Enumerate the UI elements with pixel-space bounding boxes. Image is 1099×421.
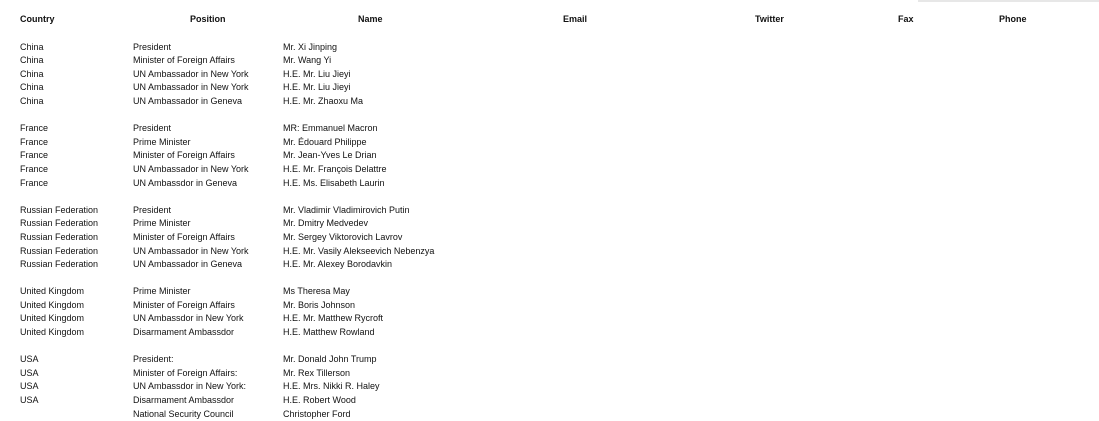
table-row	[0, 380, 1099, 394]
cell-name: Mr. Dmitry Medvedev	[283, 218, 369, 229]
header-fax: Fax	[898, 14, 914, 24]
cell-name: Mr. Sergey Viktorovich Lavrov	[283, 231, 403, 242]
cell-position: Disarmament Ambassdor	[133, 395, 235, 406]
table-row	[0, 95, 1099, 109]
table-row	[0, 136, 1099, 150]
cell-name: Mr. Vladimir Vladimirovich Putin	[283, 204, 410, 215]
cell-country: USA	[20, 354, 39, 365]
table-row	[0, 272, 1099, 286]
cell-position: Minister of Foreign Affairs	[133, 299, 235, 310]
header-spacer	[0, 27, 1099, 41]
table-row	[0, 408, 1099, 421]
cell-position: Minister of Foreign Affairs	[133, 231, 235, 242]
table-row	[0, 149, 1099, 163]
table-row	[0, 285, 1099, 299]
header-name: Name	[358, 14, 383, 24]
header-country: Country	[20, 14, 55, 24]
header-row	[0, 11, 1099, 27]
cell-name: Mr. Wang Yi	[283, 55, 332, 66]
cell-position: Minister of Foreign Affairs	[133, 150, 235, 161]
table-row	[0, 204, 1099, 218]
cell-name: H.E. Ms. Elisabeth Laurin	[283, 177, 385, 188]
cell-position: UN Ambassdor in New York:	[133, 381, 247, 392]
cell-position: President	[133, 41, 172, 52]
cell-name: H.E. Mrs. Nikki R. Haley	[283, 381, 380, 392]
cell-position: UN Ambassador in New York	[133, 82, 249, 93]
cell-country: USA	[20, 381, 39, 392]
table-row	[0, 177, 1099, 191]
table-row	[0, 299, 1099, 313]
cell-country: China	[20, 41, 44, 52]
cell-country: France	[20, 136, 49, 147]
cell-country: Russian Federation	[20, 245, 99, 256]
table-row	[0, 367, 1099, 381]
cell-name: Christopher Ford	[283, 408, 351, 419]
cell-position: President:	[133, 354, 174, 365]
table-row	[0, 109, 1099, 123]
cell-country: Russian Federation	[20, 218, 99, 229]
table-row	[0, 54, 1099, 68]
cell-country: China	[20, 68, 44, 79]
cell-name: H.E. Robert Wood	[283, 395, 356, 406]
table-row	[0, 326, 1099, 340]
cell-country: United Kingdom	[20, 313, 85, 324]
table-row	[0, 258, 1099, 272]
header-position: Position	[190, 14, 226, 24]
table-body	[0, 41, 1099, 421]
cell-position: UN Ambassador in Geneva	[133, 95, 243, 106]
cell-name: H.E. Mr. Matthew Rycroft	[283, 313, 384, 324]
cell-position: President	[133, 204, 172, 215]
header-phone: Phone	[999, 14, 1027, 24]
cell-country: China	[20, 95, 44, 106]
cell-country: France	[20, 123, 49, 134]
table-row	[0, 340, 1099, 354]
cell-position: UN Ambassador in New York	[133, 245, 249, 256]
top-edge-bar	[918, 0, 1099, 2]
cell-name: H.E. Mr. François Delattre	[283, 163, 387, 174]
cell-position: Minister of Foreign Affairs:	[133, 367, 238, 378]
table-row	[0, 353, 1099, 367]
cell-country: China	[20, 82, 44, 93]
cell-name: Mr. Rex Tillerson	[283, 367, 351, 378]
cell-position: UN Ambassador in Geneva	[133, 259, 243, 270]
table-row	[0, 81, 1099, 95]
cell-name: Mr. Donald John Trump	[283, 354, 377, 365]
cell-position: Disarmament Ambassdor	[133, 327, 235, 338]
cell-name: Ms Theresa May	[283, 286, 350, 297]
contact-sheet	[0, 11, 1099, 421]
cell-position: President	[133, 123, 172, 134]
cell-name: H.E. Mr. Liu Jieyi	[283, 68, 351, 79]
cell-country: United Kingdom	[20, 299, 85, 310]
table-row	[0, 394, 1099, 408]
cell-country: France	[20, 150, 49, 161]
cell-country: United Kingdom	[20, 327, 85, 338]
cell-name: Mr. Boris Johnson	[283, 299, 356, 310]
cell-name: H.E. Mr. Vasily Alekseevich Nebenzya	[283, 245, 435, 256]
cell-name: H.E. Mr. Zhaoxu Ma	[283, 95, 364, 106]
cell-name: H.E. Mr. Alexey Borodavkin	[283, 259, 393, 270]
cell-country: France	[20, 163, 49, 174]
cell-position: Prime Minister	[133, 136, 191, 147]
cell-country: Russian Federation	[20, 231, 99, 242]
table-row	[0, 190, 1099, 204]
header-email: Email	[563, 14, 588, 24]
cell-position: UN Ambassador in New York	[133, 68, 249, 79]
table-row	[0, 68, 1099, 82]
cell-name: Mr. Xi Jinping	[283, 41, 338, 52]
table-row	[0, 217, 1099, 231]
table-row	[0, 41, 1099, 55]
cell-country: USA	[20, 395, 39, 406]
cell-position: Prime Minister	[133, 218, 191, 229]
table-row	[0, 231, 1099, 245]
cell-name: MR: Emmanuel Macron	[283, 123, 378, 134]
cell-name: Mr. Édouard Philippe	[283, 136, 367, 147]
table-row	[0, 312, 1099, 326]
cell-position: Prime Minister	[133, 286, 191, 297]
cell-country: Russian Federation	[20, 259, 99, 270]
cell-position: UN Ambassdor in Geneva	[133, 177, 238, 188]
header-twitter: Twitter	[755, 14, 784, 24]
cell-position: National Security Council	[133, 408, 234, 419]
cell-country: United Kingdom	[20, 286, 85, 297]
cell-position: UN Ambassador in New York	[133, 163, 249, 174]
cell-name: H.E. Matthew Rowland	[283, 327, 375, 338]
cell-position: UN Ambassdor in New York	[133, 313, 244, 324]
cell-country: USA	[20, 367, 39, 378]
table-row	[0, 245, 1099, 259]
cell-name: H.E. Mr. Liu Jieyi	[283, 82, 351, 93]
cell-country: Russian Federation	[20, 204, 99, 215]
table-row	[0, 163, 1099, 177]
cell-country: France	[20, 177, 49, 188]
cell-position: Minister of Foreign Affairs	[133, 55, 235, 66]
cell-country: China	[20, 55, 44, 66]
cell-name: Mr. Jean-Yves Le Drian	[283, 150, 377, 161]
table-row	[0, 122, 1099, 136]
